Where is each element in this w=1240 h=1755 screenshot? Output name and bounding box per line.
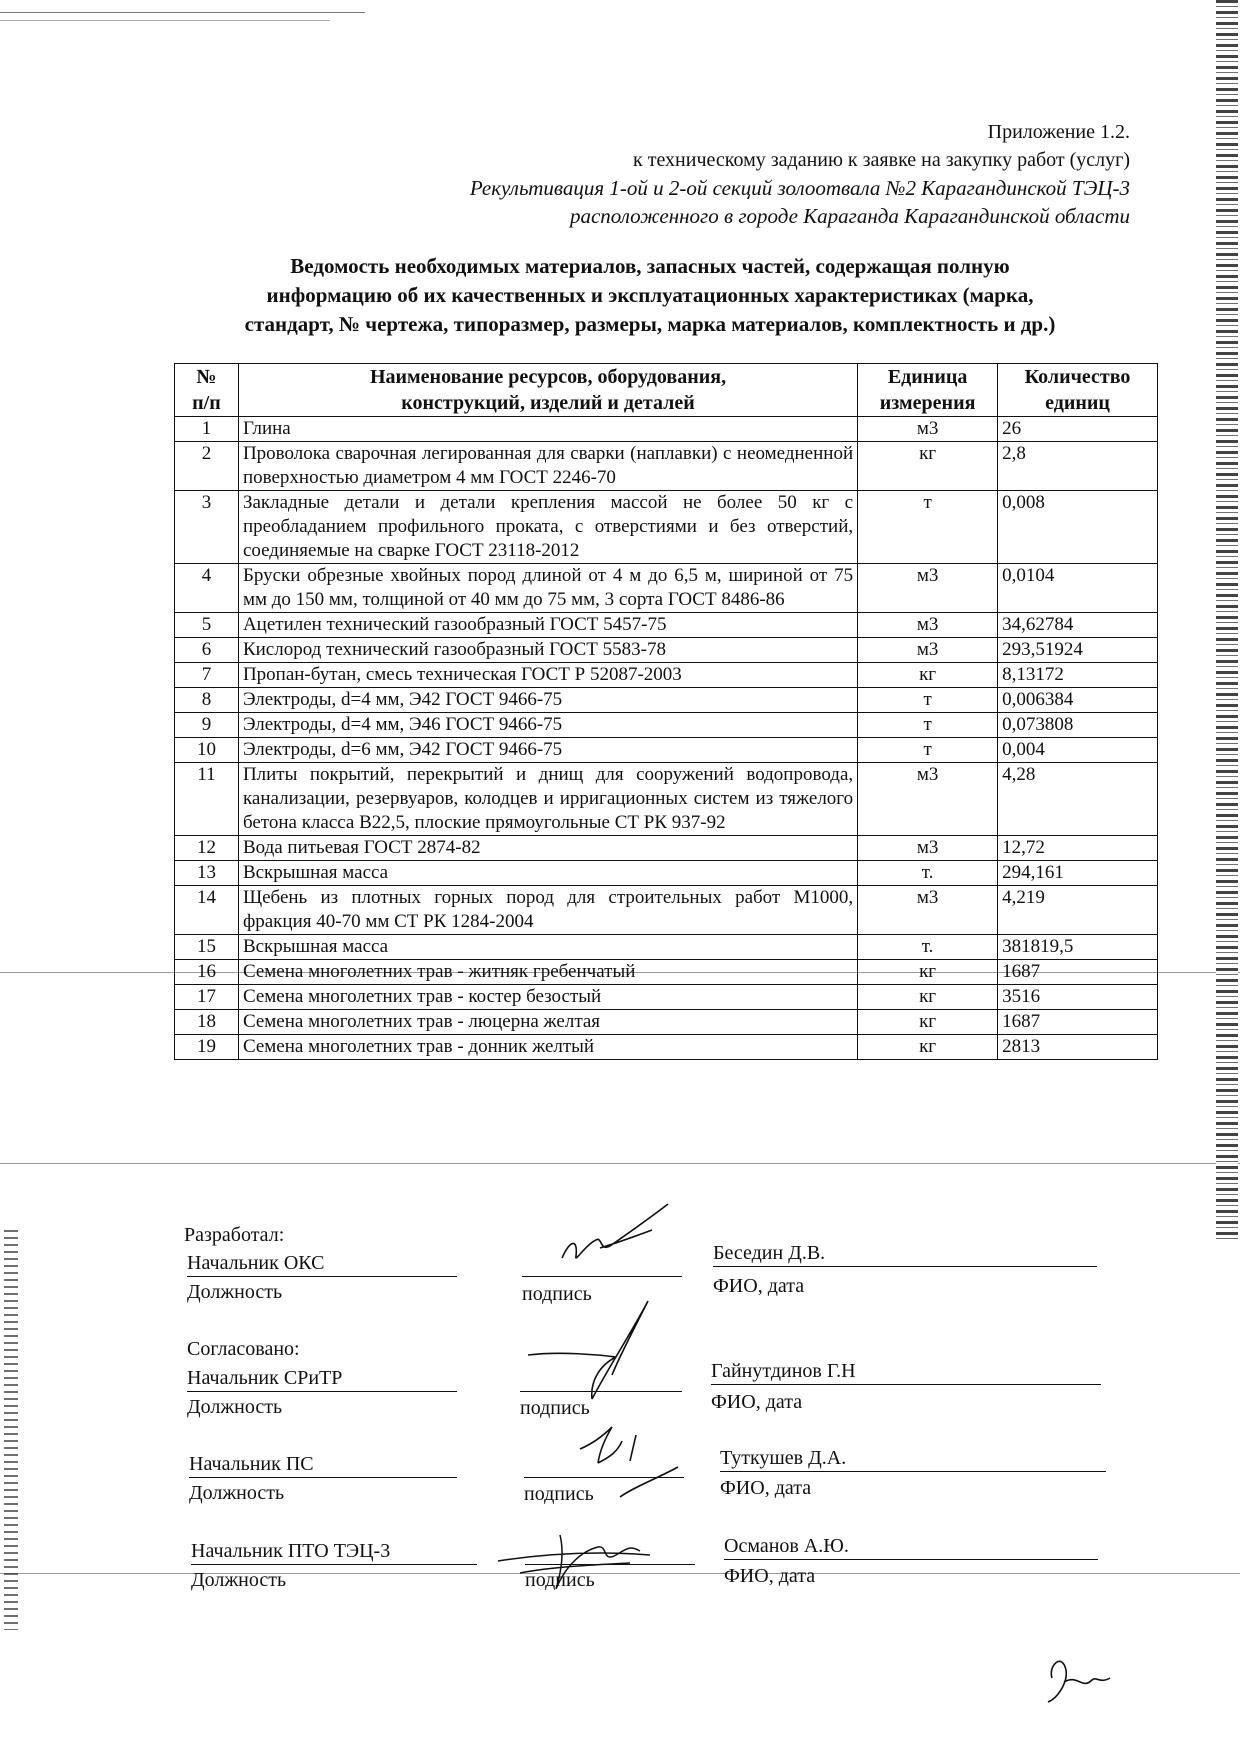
cell-quantity: 0,006384	[998, 688, 1158, 713]
signer-1-fio-caption: ФИО, дата	[713, 1275, 805, 1297]
scan-line-mid-2	[0, 1163, 1240, 1164]
document-title	[160, 252, 1140, 339]
signer-4-position-caption: Должность	[191, 1569, 287, 1591]
cell-unit: кг	[858, 663, 998, 688]
table-row	[175, 1010, 1158, 1035]
cell-quantity: 26	[998, 417, 1158, 442]
cell-unit: м3	[858, 836, 998, 861]
scan-line-top	[0, 12, 365, 13]
cell-unit: т	[858, 688, 998, 713]
handwritten-signature-4	[490, 1495, 710, 1595]
table-row	[175, 861, 1158, 886]
cell-name: Проволока сварочная легированная для сварки (наплавки) с неомедненной поверхностью диаметром 4 мм ГОСТ 2246-70	[238, 442, 857, 491]
table-row	[175, 564, 1158, 613]
cell-number: 10	[175, 738, 239, 763]
signer-2-signature-caption: подпись	[520, 1397, 590, 1419]
cell-quantity: 1687	[998, 960, 1158, 985]
table-row	[175, 491, 1158, 564]
cell-number: 9	[175, 713, 239, 738]
title-line-2: информацию об их качественных и эксплуатационных характеристиках (марка,	[266, 283, 1034, 307]
cell-name: Бруски обрезные хвойных пород длиной от 4 м до 6,5 м, шириной от 75 мм до 150 мм, толщиной от 40 мм до 75 мм, 3 сорта ГОСТ 8486-86	[238, 564, 857, 613]
signer-3-signature-caption: подпись	[524, 1483, 594, 1505]
cell-name: Вода питьевая ГОСТ 2874-82	[238, 836, 857, 861]
cell-name: Ацетилен технический газообразный ГОСТ 5457-75	[238, 613, 857, 638]
cell-unit: т	[858, 713, 998, 738]
cell-name: Электроды, d=4 мм, Э42 ГОСТ 9466-75	[238, 688, 857, 713]
table-row	[175, 836, 1158, 861]
header-name: Наименование ресурсов, оборудования, конструкций, изделий и деталей	[238, 364, 857, 417]
handwritten-signature-2	[520, 1295, 680, 1405]
cell-name: Закладные детали и детали крепления массой не более 50 кг с преобладанием профильного проката, с отверстиями и без отверстий, соединяемые на сварке ГОСТ 23118-2012	[238, 491, 857, 564]
cell-name: Семена многолетних трав - люцерна желтая	[238, 1010, 857, 1035]
cell-unit: кг	[858, 985, 998, 1010]
cell-unit: кг	[858, 1035, 998, 1060]
signer-4-signature-caption: подпись	[525, 1569, 595, 1591]
signer-3-position-caption: Должность	[189, 1482, 285, 1504]
cell-name: Вскрышная масса	[238, 935, 857, 960]
cell-name: Глина	[238, 417, 857, 442]
cell-quantity: 1687	[998, 1010, 1158, 1035]
cell-number: 8	[175, 688, 239, 713]
table-row	[175, 713, 1158, 738]
cell-quantity: 4,28	[998, 763, 1158, 836]
signer-1-signature-caption: подпись	[522, 1283, 592, 1305]
cell-number: 11	[175, 763, 239, 836]
table-row	[175, 1035, 1158, 1060]
cell-name: Пропан-бутан, смесь техническая ГОСТ Р 52087-2003	[238, 663, 857, 688]
cell-number: 12	[175, 836, 239, 861]
cell-name: Электроды, d=6 мм, Э42 ГОСТ 9466-75	[238, 738, 857, 763]
cell-unit: т.	[858, 935, 998, 960]
signer-3-position: Начальник ПС	[189, 1451, 457, 1478]
signer-2-position: Начальник СРиТР	[187, 1365, 457, 1392]
table-header-row	[175, 364, 1158, 417]
table-row	[175, 763, 1158, 836]
title-line-1: Ведомость необходимых материалов, запасных частей, содержащая полную	[290, 254, 1010, 278]
signer-4-position: Начальник ПТО ТЭЦ-3	[191, 1538, 477, 1565]
signer-4-fio-caption: ФИО, дата	[724, 1565, 816, 1587]
cell-number: 15	[175, 935, 239, 960]
cell-quantity: 2813	[998, 1035, 1158, 1060]
appendix-subtitle: к техническому заданию к заявке на закупку работ (услуг)	[632, 149, 1130, 171]
cell-quantity: 294,161	[998, 861, 1158, 886]
table-row	[175, 738, 1158, 763]
cell-number: 18	[175, 1010, 239, 1035]
cell-unit: кг	[858, 960, 998, 985]
cell-number: 16	[175, 960, 239, 985]
cell-quantity: 0,008	[998, 491, 1158, 564]
materials-table	[174, 363, 1158, 1060]
document-header	[470, 118, 1130, 230]
signer-1-name: Беседин Д.В.	[713, 1240, 1097, 1267]
table-row	[175, 688, 1158, 713]
cell-unit: кг	[858, 1010, 998, 1035]
cell-quantity: 3516	[998, 985, 1158, 1010]
header-unit: Единица измерения	[858, 364, 998, 417]
cell-unit: м3	[858, 613, 998, 638]
signer-3-name: Туткушев Д.А.	[720, 1445, 1106, 1472]
table-row	[175, 613, 1158, 638]
signer-2-position-caption: Должность	[187, 1396, 283, 1418]
cell-number: 17	[175, 985, 239, 1010]
table-row	[175, 417, 1158, 442]
cell-unit: т	[858, 491, 998, 564]
signer-2-fio-caption: ФИО, дата	[711, 1391, 803, 1413]
project-location: расположенного в городе Караганда Карагандинской области	[569, 204, 1130, 228]
cell-name: Плиты покрытий, перекрытий и днищ для сооружений водопровода, канализации, резервуаров, колодцев и ирригационных систем из тяжелого бетона класса В22,5, плоские прямоугольные СТ РК 937-92	[238, 763, 857, 836]
cell-unit: м3	[858, 763, 998, 836]
cell-name: Вскрышная масса	[238, 861, 857, 886]
cell-name: Семена многолетних трав - донник желтый	[238, 1035, 857, 1060]
table-row	[175, 886, 1158, 935]
cell-number: 14	[175, 886, 239, 935]
signer-3-fio-caption: ФИО, дата	[720, 1477, 812, 1499]
table-row	[175, 985, 1158, 1010]
table-row	[175, 960, 1158, 985]
signer-2-name: Гайнутдинов Г.Н	[711, 1358, 1101, 1385]
header-number: № п/п	[175, 364, 239, 417]
table-row	[175, 442, 1158, 491]
cell-quantity: 0,0104	[998, 564, 1158, 613]
cell-quantity: 34,62784	[998, 613, 1158, 638]
handwritten-signature-3	[560, 1405, 690, 1505]
cell-unit: м3	[858, 564, 998, 613]
cell-number: 7	[175, 663, 239, 688]
cell-name: Семена многолетних трав - житняк гребенчатый	[238, 960, 857, 985]
cell-quantity: 0,004	[998, 738, 1158, 763]
cell-quantity: 293,51924	[998, 638, 1158, 663]
table-body	[175, 417, 1158, 1060]
cell-number: 6	[175, 638, 239, 663]
cell-number: 19	[175, 1035, 239, 1060]
cell-quantity: 381819,5	[998, 935, 1158, 960]
cell-number: 3	[175, 491, 239, 564]
scan-right-edge	[1216, 0, 1238, 1240]
table-row	[175, 638, 1158, 663]
cell-number: 2	[175, 442, 239, 491]
project-name: Рекультивация 1-ой и 2-ой секций золоотвала №2 Карагандинской ТЭЦ-3	[469, 176, 1130, 200]
scan-left-marks	[4, 1230, 18, 1630]
cell-name: Электроды, d=4 мм, Э46 ГОСТ 9466-75	[238, 713, 857, 738]
signer-1-position-caption: Должность	[187, 1281, 283, 1303]
table-row	[175, 935, 1158, 960]
cell-number: 1	[175, 417, 239, 442]
cell-name: Кислород технический газообразный ГОСТ 5583-78	[238, 638, 857, 663]
table-row	[175, 663, 1158, 688]
cell-unit: м3	[858, 638, 998, 663]
cell-name: Семена многолетних трав - костер безостый	[238, 985, 857, 1010]
header-quantity: Количество единиц	[998, 364, 1158, 417]
cell-unit: т.	[858, 861, 998, 886]
scan-line-top-2	[0, 20, 330, 21]
cell-unit: кг	[858, 442, 998, 491]
cell-quantity: 4,219	[998, 886, 1158, 935]
initials-mark	[1038, 1648, 1118, 1708]
cell-number: 5	[175, 613, 239, 638]
cell-quantity: 8,13172	[998, 663, 1158, 688]
developed-label: Разработал:	[184, 1224, 285, 1246]
cell-unit: м3	[858, 886, 998, 935]
signer-1-position: Начальник ОКС	[187, 1250, 457, 1277]
cell-number: 13	[175, 861, 239, 886]
cell-unit: м3	[858, 417, 998, 442]
title-line-3: стандарт, № чертежа, типоразмер, размеры, марка материалов, комплектность и др.)	[244, 312, 1056, 336]
signer-4-name: Османов А.Ю.	[724, 1533, 1098, 1560]
agreed-label: Согласовано:	[187, 1338, 300, 1360]
cell-unit: т	[858, 738, 998, 763]
cell-number: 4	[175, 564, 239, 613]
appendix-label: Приложение 1.2.	[987, 121, 1130, 143]
cell-quantity: 0,073808	[998, 713, 1158, 738]
cell-quantity: 2,8	[998, 442, 1158, 491]
cell-quantity: 12,72	[998, 836, 1158, 861]
cell-name: Щебень из плотных горных пород для строительных работ М1000, фракция 40-70 мм СТ РК 1284-2004	[238, 886, 857, 935]
handwritten-signature-1	[540, 1200, 690, 1280]
